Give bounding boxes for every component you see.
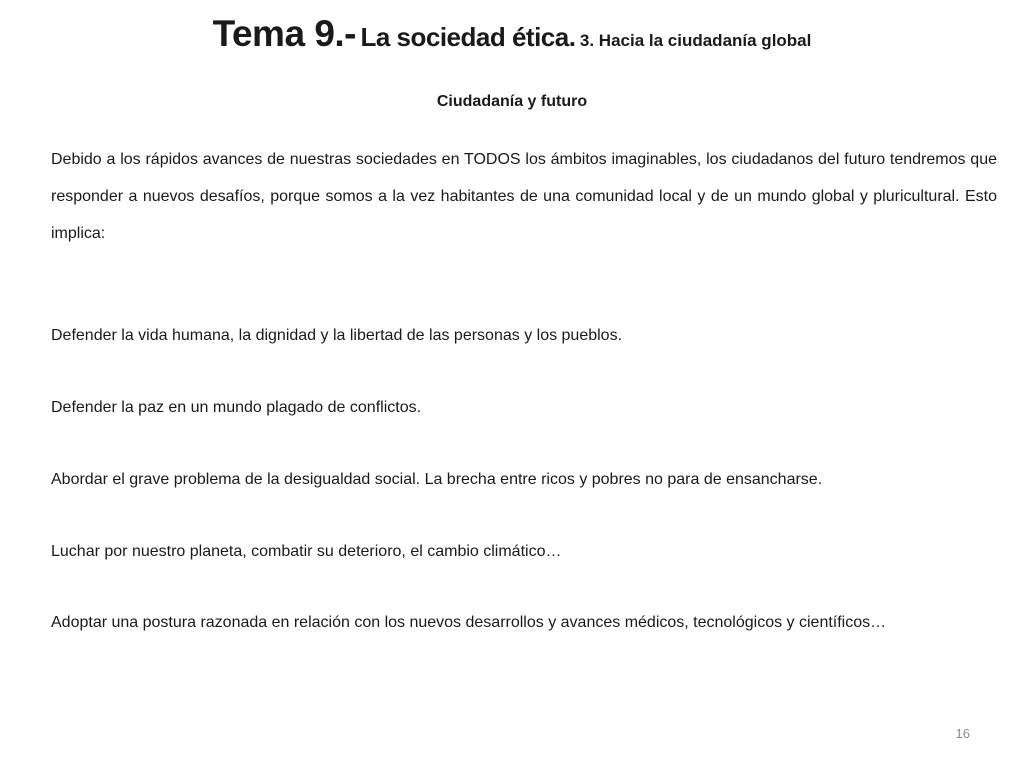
title-main: Tema 9.-: [212, 13, 356, 54]
list-item: Defender la vida humana, la dignidad y la libertad de las personas y los pueblos.: [51, 327, 623, 344]
page-number: 16: [955, 726, 970, 741]
list-item: Defender la paz en un mundo plagado de conflictos.: [51, 399, 422, 416]
title-sub: La sociedad ética.: [360, 22, 576, 52]
list-item: Abordar el grave problema de la desigualdad social. La brecha entre ricos y pobres no para de ensancharse.: [51, 471, 823, 488]
list-item: Luchar por nuestro planeta, combatir su deterioro, el cambio climático…: [51, 543, 562, 560]
title-small: 3. Hacia la ciudadanía global: [579, 31, 812, 50]
list-item: Adoptar una postura razonada en relación con los nuevos desarrollos y avances médicos, tecnológicos y científicos…: [51, 614, 887, 631]
section-subtitle: Ciudadanía y futuro: [436, 93, 588, 110]
slide-title: [0, 14, 1024, 55]
intro-paragraph: Debido a los rápidos avances de nuestras sociedades en TODOS los ámbitos imaginables, los ciudadanos del futuro tendremos que responder a nuevos desafíos, porque somos a la vez habitantes de una comunidad local y de un mundo global y pluricultural. Esto implica:: [51, 151, 997, 242]
